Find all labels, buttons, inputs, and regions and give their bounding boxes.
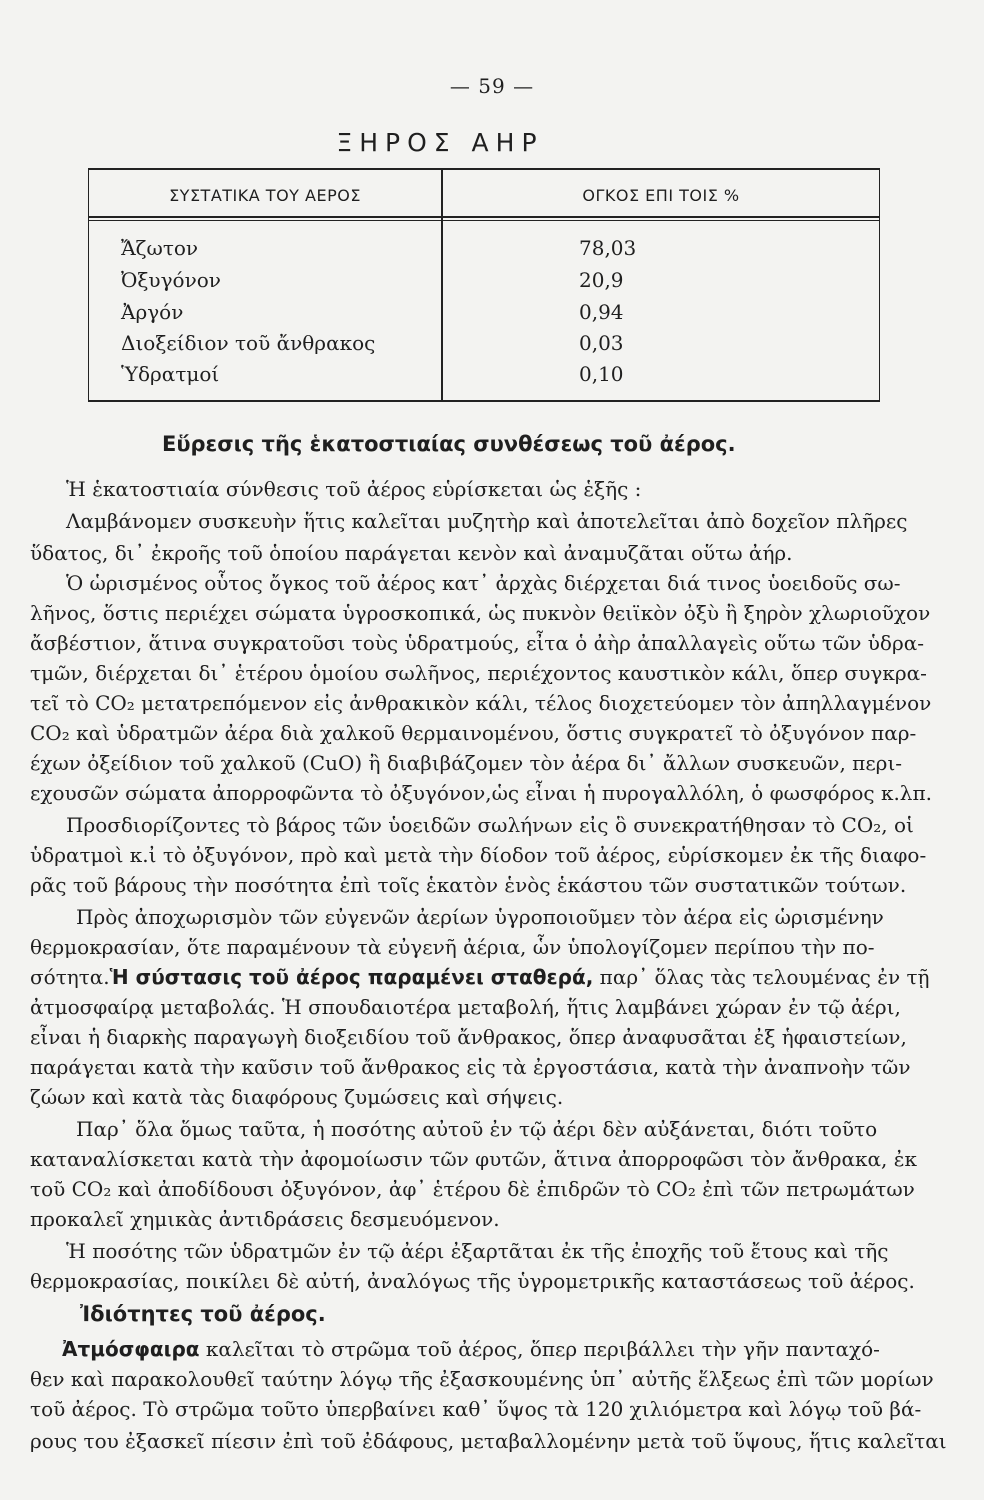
text-line: τεῖ τὸ CO₂ μετατρεπόμενον εἰς ἀνθρακικὸν κάλι, τέλος διοχετεύομεν τὸν ἀπηλλαγμένον xyxy=(30,691,932,715)
page-title: ΞΗΡΟΣ ΑΗΡ xyxy=(336,128,544,157)
table-cell-value: 78,03 xyxy=(579,236,637,260)
text-line: τοῦ ἀέρος. Τὸ στρῶμα τοῦτο ὑπερβαίνει καθ᾽ ὕψος τὰ 120 χιλιόμετρα καὶ λόγῳ τοῦ βά- xyxy=(30,1397,922,1421)
text-line: θερμοκρασίας, ποικίλει δὲ αὐτή, ἀναλόγως τῆς ὑγρομετρικῆς καταστάσεως τοῦ ἀέρος. xyxy=(30,1269,915,1293)
table-col-header-volume: ΟΓΚΟΣ ΕΠΙ ΤΟΙΣ % xyxy=(582,186,740,205)
text-line: Ἡ ἑκατοστιαία σύνθεσις τοῦ ἀέρος εὑρίσκεται ὡς ἑξῆς : xyxy=(66,477,642,501)
table-header-rule-double xyxy=(89,220,879,221)
section-heading-composition: Εὕρεσις τῆς ἑκατοστιαίας συνθέσεως τοῦ ἀέρος. xyxy=(162,432,736,456)
page-number: — 59 — xyxy=(449,74,535,98)
table-cell-value: 0,03 xyxy=(579,331,624,355)
text-run: καλεῖται τὸ στρῶμα τοῦ ἀέρος, ὅπερ περιβάλλει τὴν γῆν πανταχό- xyxy=(199,1337,880,1361)
text-line: καταναλίσκεται κατὰ τὴν ἀφομοίωσιν τῶν φυτῶν, ἅτινα ἀπορροφῶσι τὸν ἄνθρακα, ἐκ xyxy=(30,1147,917,1171)
text-line-with-emphasis xyxy=(30,964,930,990)
text-line: Παρ᾽ ὅλα ὅμως ταῦτα, ἡ ποσότης αὐτοῦ ἐν τῷ ἀέρι δὲν αὐξάνεται, διότι τοῦτο xyxy=(76,1117,878,1141)
table-cell-name: Διοξείδιον τοῦ ἄνθρακος xyxy=(121,331,376,355)
text-line: ἄσβέστιον, ἅτινα συγκρατοῦσι τοὺς ὑδρατμούς, εἶτα ὁ ἀὴρ ἀπαλλαγεὶς οὕτω τῶν ὑδρα- xyxy=(30,631,924,655)
text-line: Ἡ ποσότης τῶν ὑδρατμῶν ἐν τῷ ἀέρι ἐξαρτᾶται ἐκ τῆς ἐποχῆς τοῦ ἔτους καὶ τῆς xyxy=(66,1239,889,1263)
text-line: ὑδρατμοὶ κ.ἰ τὸ ὀξυγόνον, πρὸ καὶ μετὰ τὴν δίοδον τοῦ ἀέρος, εὑρίσκομεν ἐκ τῆς διαφο- xyxy=(30,843,927,867)
text-run: σότητα. xyxy=(30,965,110,989)
text-line: παράγεται κατὰ τὴν καῦσιν τοῦ ἄνθρακος εἰς τὰ ἐργοστάσια, κατὰ τὴν ἀναπνοὴν τῶν xyxy=(30,1055,911,1079)
text-line: τοῦ CO₂ καὶ ἀποδίδουσι ὀξυγόνον, ἀφ᾽ ἑτέρου δὲ ἐπιδρῶν τὸ CO₂ ἐπὶ τῶν πετρωμάτων xyxy=(30,1177,915,1201)
text-line: ρους του ἐξασκεῖ πίεσιν ἐπὶ τοῦ ἐδάφους, μεταβαλλομένην μετὰ τοῦ ὕψους, ἥτις καλεῖται xyxy=(30,1429,947,1453)
text-line: CO₂ καὶ ὑδρατμῶν ἀέρα διὰ χαλκοῦ θερμαινομένου, ὅστις συγκρατεῖ τὸ ὀξυγόνον παρ- xyxy=(30,721,917,745)
air-composition-table xyxy=(88,168,880,402)
emphasis-atmosphere: Ἀτμόσφαιρα xyxy=(62,1337,200,1361)
text-line: έχων ὀξείδιον τοῦ χαλκοῦ (CuO) ἢ διαβιβάζομεν τὸν ἀέρα δι᾽ ἄλλων συσκευῶν, περι- xyxy=(30,751,903,775)
text-line: θερμοκρασίαν, ὅτε παραμένουν τὰ εὐγενῆ ἀέρια, ὧν ὑπολογίζομεν περίπου τὴν πο- xyxy=(30,935,875,959)
text-line: ἀτμοσφαίρᾳ μεταβολάς. Ἡ σπουδαιοτέρα μεταβολή, ἥτις λαμβάνει χώραν ἐν τῷ ἀέρι, xyxy=(30,995,901,1019)
text-line: Λαμβάνομεν συσκευὴν ἥτις καλεῖται μυζητὴρ καὶ ἀποτελεῖται ἀπὸ δοχεῖον πλῆρες xyxy=(66,509,908,533)
section-heading-properties: Ἰδιότητες τοῦ ἀέρος. xyxy=(80,1302,326,1326)
text-line: ρᾶς τοῦ βάρους τὴν ποσότητα ἐπὶ τοῖς ἑκατὸν ἑνὸς ἑκάστου τῶν συστατικῶν τούτων. xyxy=(30,873,907,897)
text-line: προκαλεῖ χημικὰς ἀντιδράσεις δεσμευόμενον. xyxy=(30,1207,500,1231)
table-cell-name: Ὀξυγόνον xyxy=(121,268,221,292)
text-line-with-emphasis xyxy=(62,1336,880,1362)
emphasis-constant-composition: Ἡ σύστασις τοῦ ἀέρος παραμένει σταθερά, xyxy=(109,965,594,989)
text-line: θεν καὶ παρακολουθεῖ ταύτην λόγῳ τῆς ἐξασκουμένης ὑπ᾽ αὐτῆς ἕλξεως ἐπὶ τῶν μορίων xyxy=(30,1367,934,1391)
table-cell-value: 0,10 xyxy=(579,362,624,386)
table-cell-value: 20,9 xyxy=(579,268,624,292)
text-line: Ὁ ὡρισμένος οὗτος ὄγκος τοῦ ἀέρος κατ᾽ ἀρχὰς διέρχεται διά τινος ὑοειδοῦς σω- xyxy=(66,571,901,595)
table-cell-name: Ἀργόν xyxy=(121,300,184,324)
table-col-header-components: ΣΥΣΤΑΤΙΚΑ ΤΟΥ ΑΕΡΟΣ xyxy=(169,186,361,205)
text-line: εἶναι ἡ διαρκὴς παραγωγὴ διοξειδίου τοῦ ἄνθρακος, ὅπερ ἀναφυσᾶται ἐξ ἡφαιστείων, xyxy=(30,1025,907,1049)
text-run: παρ᾽ ὅλας τὰς τελουμένας ἐν τῇ xyxy=(593,965,930,989)
table-header-rule xyxy=(89,216,879,218)
text-line: ζώων καὶ κατὰ τὰς διαφόρους ζυμώσεις καὶ σήψεις. xyxy=(30,1085,564,1109)
table-cell-value: 0,94 xyxy=(579,300,624,324)
table-cell-name: Ὑδρατμοί xyxy=(121,362,220,386)
text-line: λῆνος, ὅστις περιέχει σώματα ὑγροσκοπικά, ὡς πυκνὸν θειϊκὸν ὀξὺ ἢ ξηρὸν χλωριοῦχον xyxy=(30,601,931,625)
text-line: Πρὸς ἀποχωρισμὸν τῶν εὐγενῶν ἀερίων ὑγροποιοῦμεν τὸν ἀέρα εἰς ὡρισμένην xyxy=(76,905,884,929)
text-line: ὕδατος, δι᾽ ἐκροῆς τοῦ ὁποίου παράγεται κενὸν καὶ ἀναμυζᾶται οὕτω ἀήρ. xyxy=(30,541,793,565)
table-cell-name: Ἄζωτον xyxy=(121,236,199,260)
text-line: Προσδιορίζοντες τὸ βάρος τῶν ὑοειδῶν σωλήνων εἰς ὃ συνεκρατήθησαν τὸ CO₂, οἱ xyxy=(66,813,914,837)
text-line: εχουσῶν σώματα ἀπορροφῶντα τὸ ὀξυγόνον,ὡς εἶναι ἡ πυρογαλλόλη, ὁ φωσφόρος κ.λπ. xyxy=(30,781,932,805)
text-line: τμῶν, διέρχεται δι᾽ ἑτέρου ὁμοίου σωλῆνος, περιέχοντος καυστικὸν κάλι, ὅπερ συγκρα- xyxy=(30,661,927,685)
